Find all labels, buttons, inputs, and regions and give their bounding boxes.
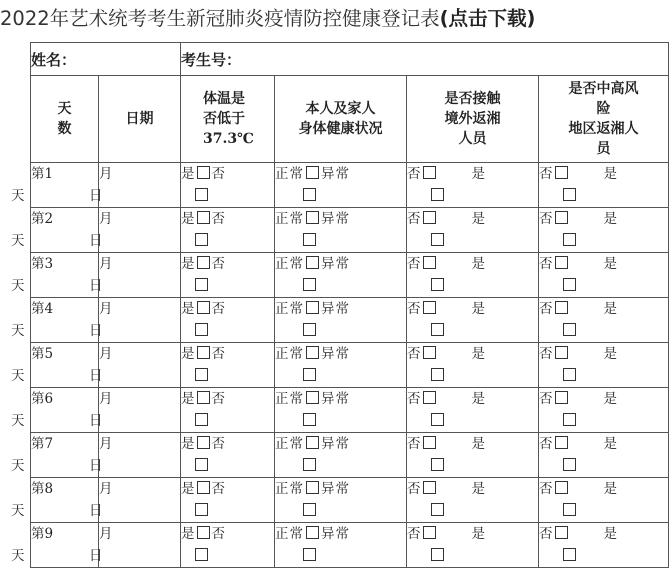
risk-yes-checkbox[interactable] — [563, 323, 576, 336]
temp-yes-checkbox[interactable] — [197, 346, 210, 359]
temp-no-checkbox[interactable] — [195, 278, 208, 291]
month-label: 月 — [99, 211, 113, 227]
temperature-cell: 是 否 — [181, 433, 275, 478]
name-label: 姓名： — [31, 50, 77, 69]
health-cell: 正常 异常 — [275, 253, 407, 298]
health-abnormal-checkbox[interactable] — [303, 503, 316, 516]
temp-yes-checkbox[interactable] — [197, 256, 210, 269]
health-abnormal-checkbox[interactable] — [303, 548, 316, 561]
temperature-cell: 是 否 — [181, 298, 275, 343]
overseas-no-checkbox[interactable] — [423, 301, 436, 314]
risk-area-cell: 否 是 — [539, 523, 669, 568]
risk-area-cell: 否 是 — [539, 163, 669, 208]
temperature-cell: 是 否 — [181, 388, 275, 433]
header-temperature: 体温是 否低于 37.3℃ — [181, 76, 275, 163]
health-cell: 正常 异常 — [275, 163, 407, 208]
risk-no-checkbox[interactable] — [555, 436, 568, 449]
download-link[interactable]: (点击下载) — [439, 7, 536, 30]
day-suffix: 天 — [11, 503, 25, 519]
temp-yes-checkbox[interactable] — [197, 526, 210, 539]
month-label: 月 — [99, 301, 113, 317]
overseas-no-checkbox[interactable] — [423, 436, 436, 449]
risk-no-checkbox[interactable] — [555, 211, 568, 224]
temp-yes-checkbox[interactable] — [197, 481, 210, 494]
temp-yes-checkbox[interactable] — [197, 301, 210, 314]
day-number: 第9 — [31, 526, 54, 542]
day-label: 日 — [89, 413, 103, 429]
overseas-no-checkbox[interactable] — [423, 166, 436, 179]
month-label: 月 — [99, 436, 113, 452]
day-number: 第1 — [31, 166, 54, 182]
risk-area-cell: 否 是 — [539, 208, 669, 253]
health-abnormal-checkbox[interactable] — [303, 278, 316, 291]
day-suffix: 天 — [11, 233, 25, 249]
health-normal-checkbox[interactable] — [306, 211, 319, 224]
risk-no-checkbox[interactable] — [555, 346, 568, 359]
day-number: 第2 — [31, 211, 54, 227]
header-health: 本人及家人 身体健康状况 — [275, 76, 407, 163]
temp-no-checkbox[interactable] — [195, 413, 208, 426]
overseas-yes-checkbox[interactable] — [431, 548, 444, 561]
title-text: 2022年艺术统考考生新冠肺炎疫情防控健康登记表 — [0, 7, 440, 30]
day-suffix: 天 — [11, 458, 25, 474]
temperature-cell: 是 否 — [181, 253, 275, 298]
overseas-contact-cell: 否 是 — [407, 298, 539, 343]
health-normal-checkbox[interactable] — [306, 481, 319, 494]
risk-no-checkbox[interactable] — [555, 166, 568, 179]
day-label: 日 — [89, 503, 103, 519]
day-label: 日 — [89, 323, 103, 339]
risk-no-checkbox[interactable] — [555, 301, 568, 314]
exam-number-label: 考生号： — [181, 50, 242, 69]
risk-yes-checkbox[interactable] — [563, 368, 576, 381]
overseas-yes-checkbox[interactable] — [431, 458, 444, 471]
day-label: 日 — [89, 188, 103, 204]
health-abnormal-checkbox[interactable] — [303, 458, 316, 471]
day-number: 第6 — [31, 391, 54, 407]
overseas-contact-cell: 否 是 — [407, 388, 539, 433]
risk-no-checkbox[interactable] — [555, 481, 568, 494]
date-cell[interactable] — [89, 163, 181, 208]
overseas-no-checkbox[interactable] — [423, 211, 436, 224]
health-cell: 正常 异常 — [275, 523, 407, 568]
temp-yes-checkbox[interactable] — [197, 391, 210, 404]
info-row — [31, 43, 669, 76]
risk-yes-checkbox[interactable] — [563, 188, 576, 201]
exam-number-cell[interactable] — [181, 43, 669, 76]
header-day: 天 数 — [31, 76, 99, 163]
health-normal-checkbox[interactable] — [306, 526, 319, 539]
page-title — [0, 6, 669, 32]
overseas-yes-checkbox[interactable] — [431, 368, 444, 381]
temp-no-checkbox[interactable] — [195, 503, 208, 516]
risk-yes-checkbox[interactable] — [563, 503, 576, 516]
health-abnormal-checkbox[interactable] — [303, 233, 316, 246]
month-label: 月 — [99, 346, 113, 362]
date-cell[interactable] — [89, 253, 181, 298]
temperature-cell: 是 否 — [181, 478, 275, 523]
overseas-no-checkbox[interactable] — [423, 346, 436, 359]
day-label: 日 — [89, 548, 103, 564]
risk-yes-checkbox[interactable] — [563, 278, 576, 291]
month-label: 月 — [99, 256, 113, 272]
table-row — [31, 208, 669, 253]
day-rows — [11, 163, 669, 568]
day-number: 第5 — [31, 346, 54, 362]
table-row — [31, 523, 669, 568]
overseas-no-checkbox[interactable] — [423, 256, 436, 269]
risk-no-checkbox[interactable] — [555, 526, 568, 539]
date-cell[interactable] — [89, 208, 181, 253]
health-cell: 正常 异常 — [275, 433, 407, 478]
name-cell[interactable] — [31, 43, 181, 76]
overseas-yes-checkbox[interactable] — [431, 323, 444, 336]
day-label: 日 — [89, 278, 103, 294]
health-normal-checkbox[interactable] — [306, 301, 319, 314]
overseas-no-checkbox[interactable] — [423, 391, 436, 404]
date-cell[interactable] — [89, 523, 181, 568]
temp-yes-checkbox[interactable] — [197, 166, 210, 179]
day-number: 第3 — [31, 256, 54, 272]
overseas-yes-checkbox[interactable] — [431, 413, 444, 426]
overseas-contact-cell: 否 是 — [407, 208, 539, 253]
temp-yes-checkbox[interactable] — [197, 211, 210, 224]
health-normal-checkbox[interactable] — [306, 436, 319, 449]
day-suffix: 天 — [11, 188, 25, 204]
overseas-yes-checkbox[interactable] — [431, 233, 444, 246]
health-normal-checkbox[interactable] — [306, 391, 319, 404]
overseas-contact-cell: 否 是 — [407, 433, 539, 478]
overseas-yes-checkbox[interactable] — [431, 278, 444, 291]
health-abnormal-checkbox[interactable] — [303, 188, 316, 201]
overseas-no-checkbox[interactable] — [423, 526, 436, 539]
overseas-contact-cell: 否 是 — [407, 523, 539, 568]
day-suffix: 天 — [11, 413, 25, 429]
health-cell: 正常 异常 — [275, 388, 407, 433]
risk-no-checkbox[interactable] — [555, 391, 568, 404]
table-row — [31, 433, 669, 478]
temp-no-checkbox[interactable] — [195, 548, 208, 561]
risk-area-cell: 否 是 — [539, 478, 669, 523]
risk-area-cell: 否 是 — [539, 253, 669, 298]
day-label: 日 — [89, 458, 103, 474]
month-label: 月 — [99, 391, 113, 407]
health-cell: 正常 异常 — [275, 478, 407, 523]
health-cell: 正常 异常 — [275, 298, 407, 343]
date-cell[interactable] — [89, 433, 181, 478]
header-overseas-contact: 是否接触 境外返湘 人员 — [407, 76, 539, 163]
overseas-contact-cell: 否 是 — [407, 163, 539, 208]
table-row — [31, 163, 669, 208]
temp-no-checkbox[interactable] — [195, 458, 208, 471]
health-abnormal-checkbox[interactable] — [303, 413, 316, 426]
health-registration-table — [11, 42, 669, 568]
day-number: 第4 — [31, 301, 54, 317]
day-number: 第7 — [31, 436, 54, 452]
table-row — [31, 388, 669, 433]
health-abnormal-checkbox[interactable] — [303, 323, 316, 336]
risk-yes-checkbox[interactable] — [563, 548, 576, 561]
temp-no-checkbox[interactable] — [195, 323, 208, 336]
day-number: 第8 — [31, 481, 54, 497]
temp-no-checkbox[interactable] — [195, 188, 208, 201]
temperature-cell: 是 否 — [181, 163, 275, 208]
date-cell[interactable] — [89, 478, 181, 523]
health-cell: 正常 异常 — [275, 343, 407, 388]
header-date: 日期 — [99, 76, 181, 163]
risk-no-checkbox[interactable] — [555, 256, 568, 269]
temperature-cell: 是 否 — [181, 523, 275, 568]
risk-area-cell: 否 是 — [539, 433, 669, 478]
health-abnormal-checkbox[interactable] — [303, 368, 316, 381]
temperature-cell: 是 否 — [181, 208, 275, 253]
date-cell[interactable] — [89, 388, 181, 433]
date-cell[interactable] — [89, 343, 181, 388]
health-normal-checkbox[interactable] — [306, 346, 319, 359]
table-row — [31, 298, 669, 343]
overseas-no-checkbox[interactable] — [423, 481, 436, 494]
health-normal-checkbox[interactable] — [306, 256, 319, 269]
table-row — [31, 253, 669, 298]
temp-yes-checkbox[interactable] — [197, 436, 210, 449]
risk-area-cell: 否 是 — [539, 343, 669, 388]
month-label: 月 — [99, 526, 113, 542]
day-suffix: 天 — [11, 548, 25, 564]
table-row — [31, 478, 669, 523]
day-label: 日 — [89, 233, 103, 249]
overseas-yes-checkbox[interactable] — [431, 188, 444, 201]
header-risk-area: 是否中高风 险 地区返湘人 员 — [539, 76, 669, 163]
table-row — [31, 343, 669, 388]
temperature-cell: 是 否 — [181, 343, 275, 388]
day-suffix: 天 — [11, 368, 25, 384]
health-normal-checkbox[interactable] — [306, 166, 319, 179]
overseas-contact-cell: 否 是 — [407, 478, 539, 523]
overseas-contact-cell: 否 是 — [407, 253, 539, 298]
header-row — [31, 76, 669, 163]
day-suffix: 天 — [11, 323, 25, 339]
day-label: 日 — [89, 368, 103, 384]
temp-no-checkbox[interactable] — [195, 368, 208, 381]
date-cell[interactable] — [89, 298, 181, 343]
overseas-yes-checkbox[interactable] — [431, 503, 444, 516]
month-label: 月 — [99, 481, 113, 497]
day-suffix: 天 — [11, 278, 25, 294]
month-label: 月 — [99, 166, 113, 182]
risk-yes-checkbox[interactable] — [563, 413, 576, 426]
overseas-contact-cell: 否 是 — [407, 343, 539, 388]
health-cell: 正常 异常 — [275, 208, 407, 253]
temp-no-checkbox[interactable] — [195, 233, 208, 246]
risk-area-cell: 否 是 — [539, 298, 669, 343]
risk-yes-checkbox[interactable] — [563, 233, 576, 246]
risk-area-cell: 否 是 — [539, 388, 669, 433]
risk-yes-checkbox[interactable] — [563, 458, 576, 471]
